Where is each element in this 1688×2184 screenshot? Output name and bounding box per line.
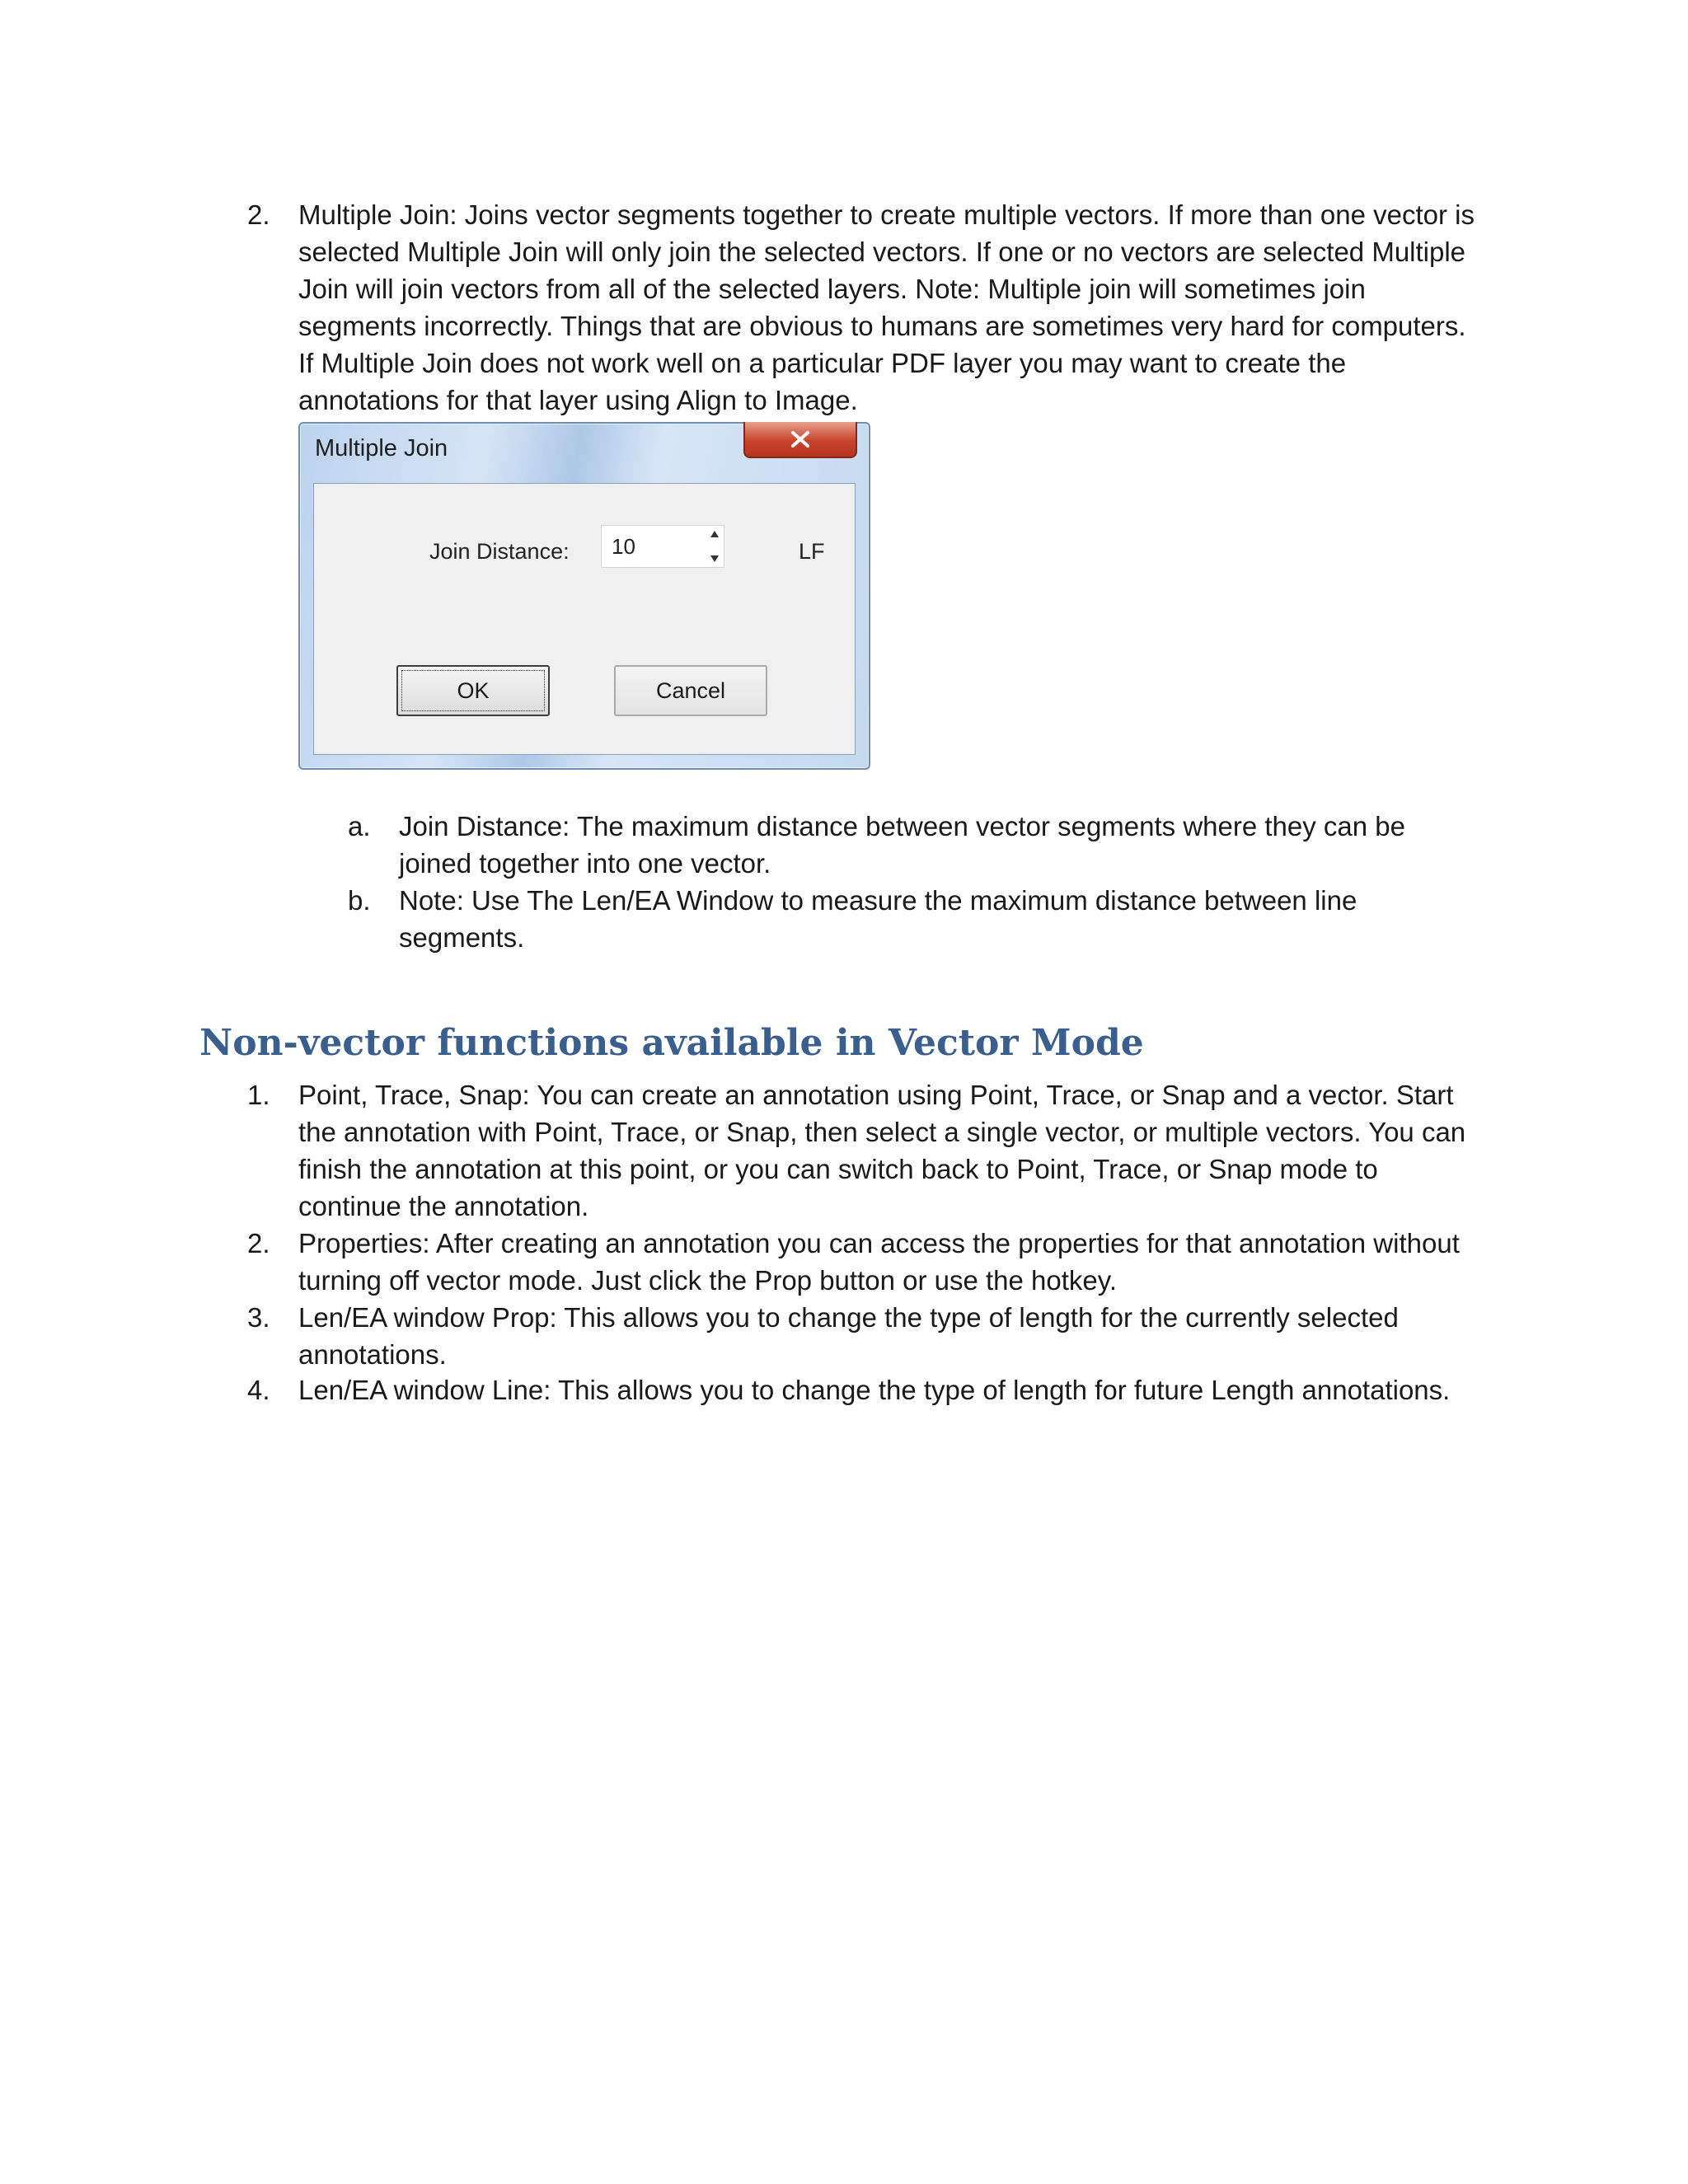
multiple-join-dialog [298, 422, 870, 770]
list-text: Properties: After creating an annotation you can access the properties for that annotation without turning off vector mode. Just click the Prop button or use the hotkey. [298, 1228, 1460, 1296]
list-number: 3. [247, 1302, 270, 1333]
list-number: 1. [247, 1080, 270, 1110]
section-heading: Non-vector functions available in Vector Mode [199, 1022, 1144, 1064]
cancel-button[interactable]: Cancel [614, 665, 767, 716]
join-distance-value: 10 [612, 534, 635, 559]
ok-button[interactable]: OK [396, 665, 550, 716]
list-text: Len/EA window Prop: This allows you to change the type of length for the currently selected annotations. [298, 1302, 1399, 1370]
sub-text: Join Distance: The maximum distance between vector segments where they can be joined together into one vector. [399, 811, 1405, 879]
sub-letter: b. [348, 885, 371, 916]
sub-letter: a. [348, 811, 371, 841]
close-button[interactable] [743, 422, 857, 458]
spin-down-icon[interactable] [710, 555, 719, 562]
list-text: Point, Trace, Snap: You can create an annotation using Point, Trace, or Snap and a vector. Start the annotation with Point, Trace, or Snap, then select a single vector, or multiple vectors. You can finish the annotation at this point, or you can switch back to Point, Trace, or Snap mode to continue the annotation. [298, 1080, 1466, 1221]
list-text: Multiple Join: Joins vector segments together to create multiple vectors. If more than one vector is selected Multiple Join will only join the selected vectors. If one or no vectors are selected Multiple Join will join vectors from all of the selected layers. Note: Multiple join will sometimes join segments incorrectly. Things that are obvious to humans are sometimes very hard for computers. If Multiple Join does not work well on a particular PDF layer you may want to create the annotations for that layer using Align to Image. [298, 199, 1475, 415]
dialog-title: Multiple Join [315, 435, 448, 462]
list-number: 4. [247, 1375, 270, 1405]
list-number: 2. [247, 199, 270, 230]
sub-text: Note: Use The Len/EA Window to measure the maximum distance between line segments. [399, 885, 1357, 953]
list-text: Len/EA window Line: This allows you to change the type of length for future Length annotations. [298, 1375, 1451, 1405]
join-distance-label: Join Distance: [429, 539, 570, 564]
list-number: 2. [247, 1228, 270, 1258]
unit-label: LF [799, 539, 825, 564]
spinner-arrows[interactable] [709, 531, 720, 562]
spin-up-icon[interactable] [710, 531, 719, 537]
close-icon [790, 430, 811, 448]
dialog-body [313, 483, 856, 755]
join-distance-input[interactable] [601, 525, 724, 568]
